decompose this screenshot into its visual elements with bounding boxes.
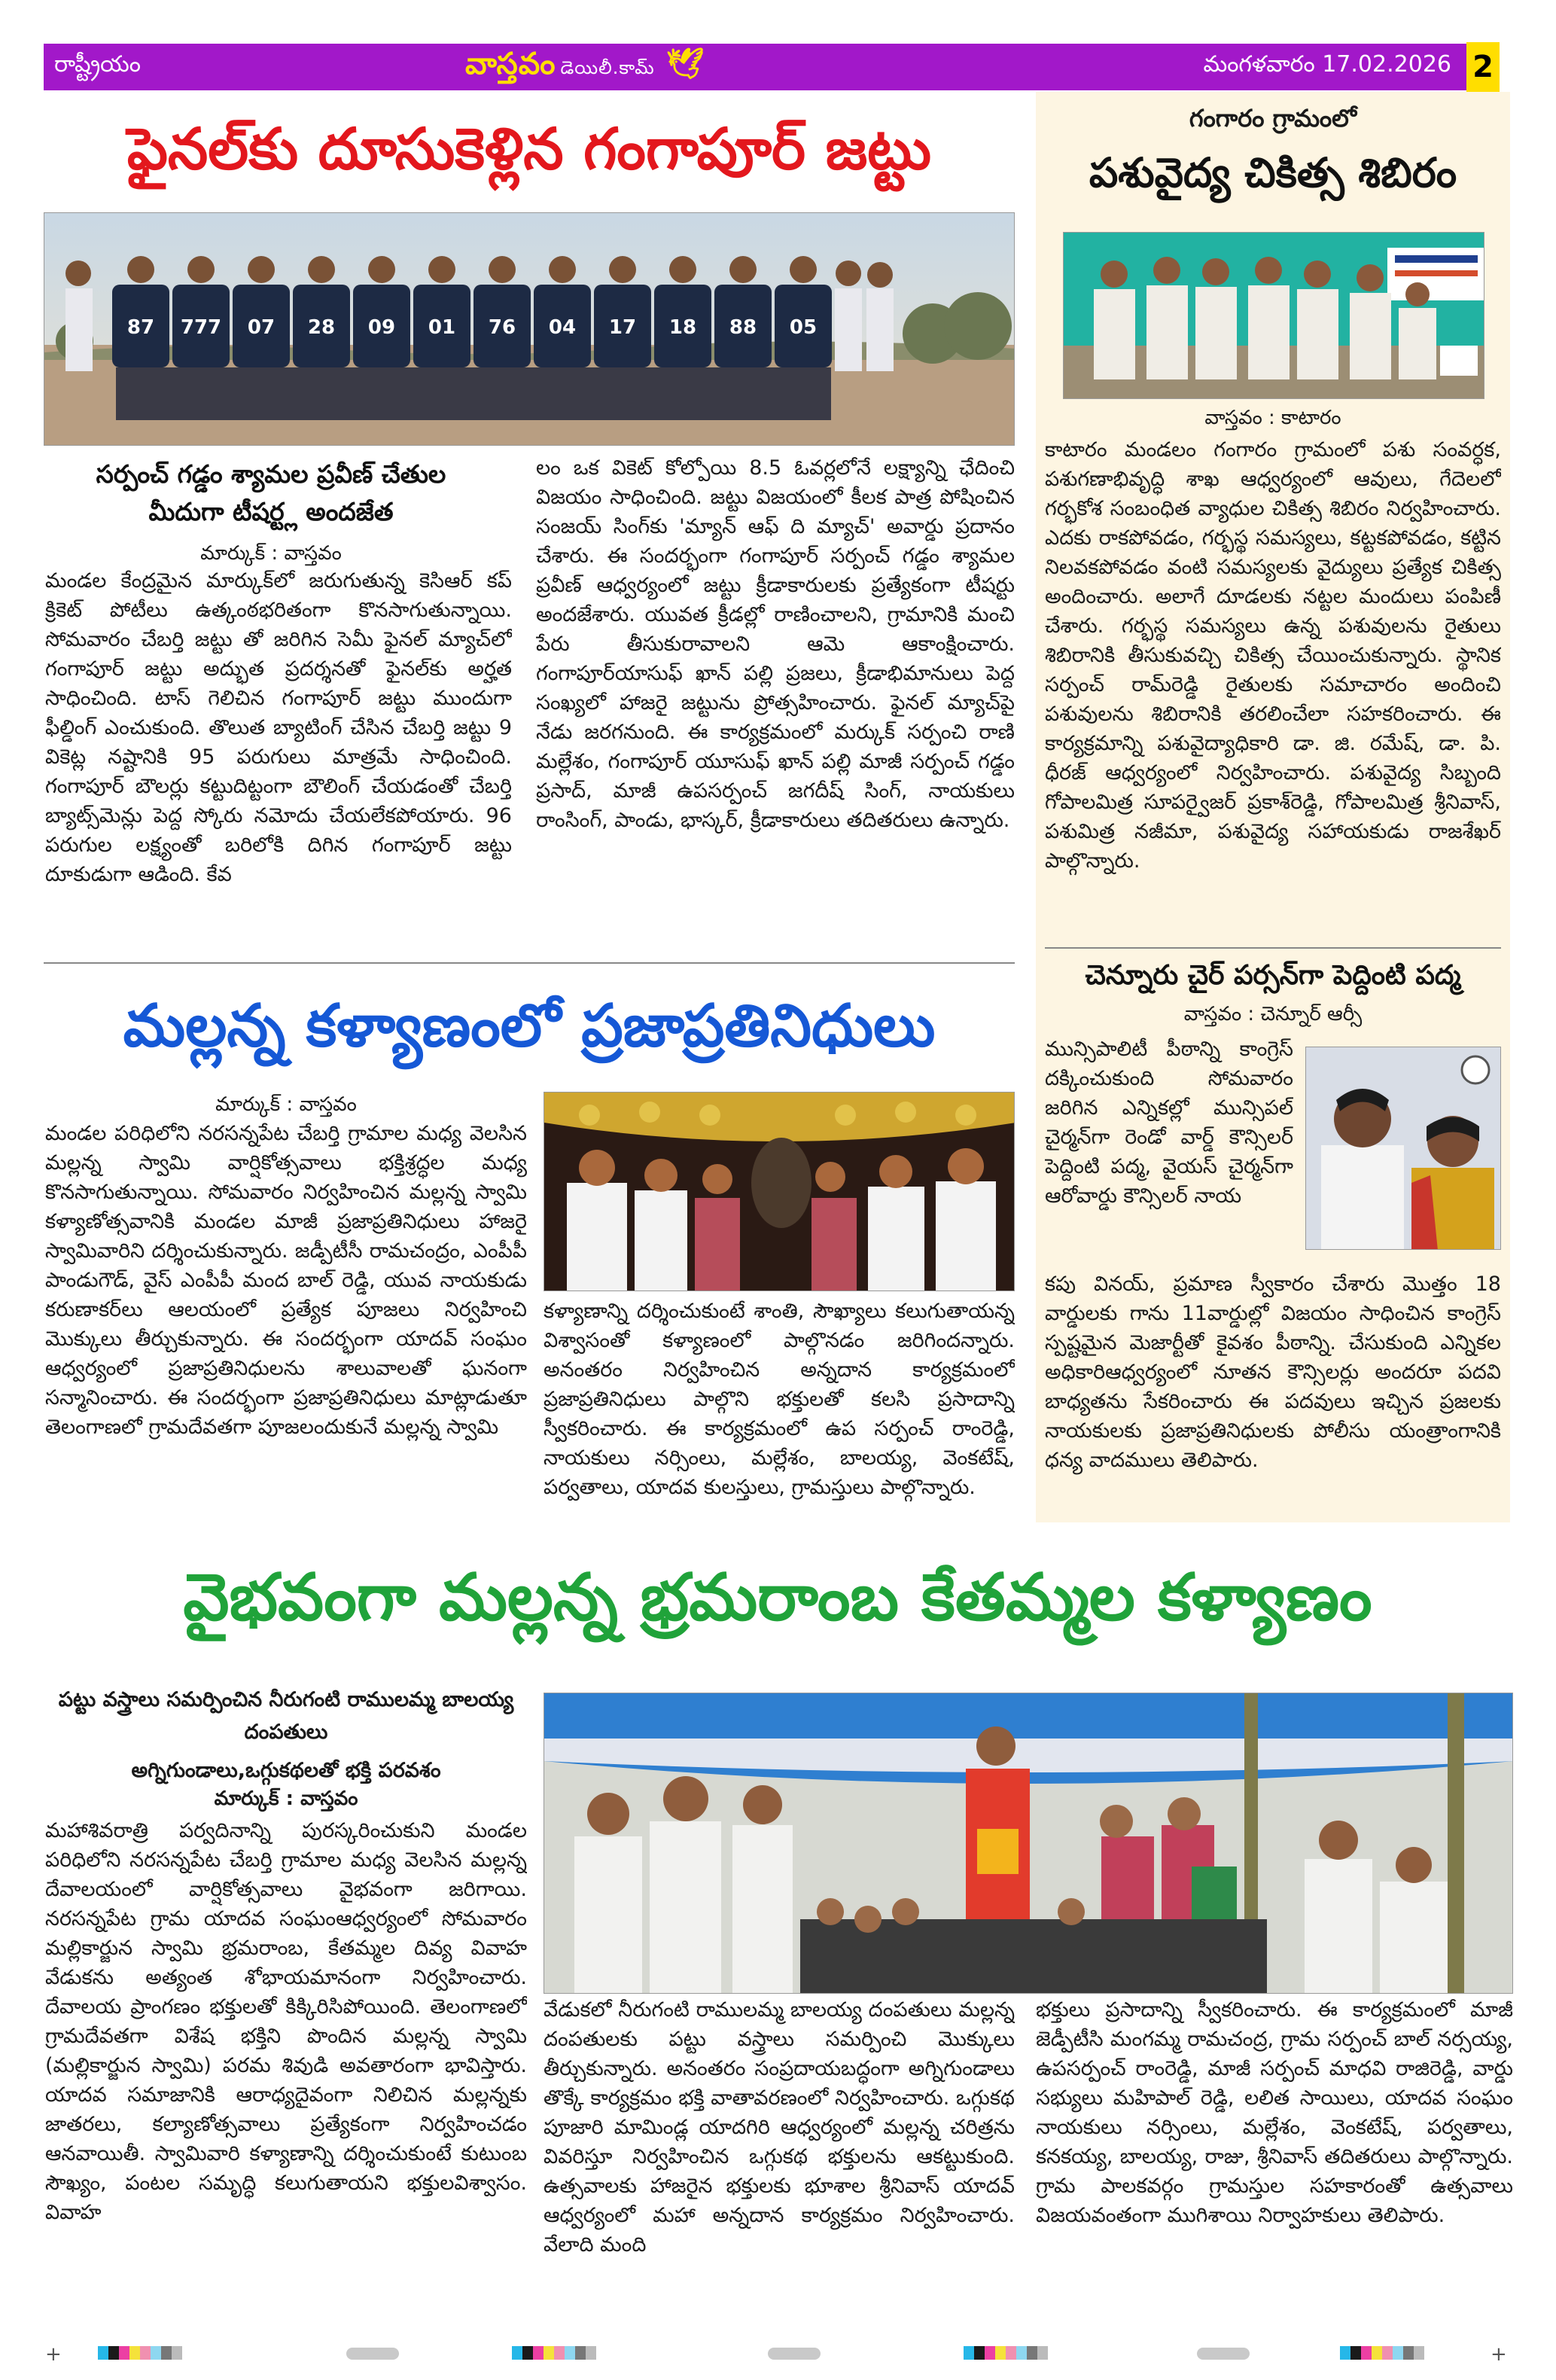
story3-dateline: మార్కుక్ : వాస్తవం	[214, 1787, 358, 1810]
registration-pill	[768, 2348, 821, 2360]
issue-date: మంగళవారం 17.02.2026	[1203, 51, 1451, 78]
story2-photo	[544, 1092, 1015, 1291]
sidebar1-dateline: వాస్తవం : కాటారం	[1204, 407, 1341, 429]
story2-dateline: మార్కుక్ : వాస్తవం	[215, 1093, 357, 1116]
story3-column-2: వేడుకలో నీరుగంటి రాములమ్మ బాలయ్య దంపతులు మల్లన్న దంపతులకు పట్టు వస్త్రాలు సమర్పించి మొక్కులు తీర్చుకున్నారు. అనంతరం సంప్రదాయబద్ధంగా అగ్నిగుండాలు తొక్కే కార్యక్రమం భక్తి వాతావరణంలో నిర్వహించారు. ఒగ్గుకథ పూజారి మామిండ్ల యాదగిరి ఆధ్వర్యంలో మల్లన్న చరిత్రను వివరిస్తూ నిర్వహించిన ఒగ్గుకథ భక్తులను ఆకట్టుకుంది. ఉత్సవాలకు హాజరైన భక్తులకు భూశాల శ్రీనివాస్ యాదవ్ ఆధ్వర్యంలో మహా అన్నదాన కార్యక్రమం నిర్వహించారు. వేలాది మంది	[544, 1998, 1015, 2257]
registration-cross: +	[45, 2343, 62, 2366]
story1-dateline: మార్కుక్ : వాస్తవం	[200, 542, 342, 565]
section-label: రాష్ట్రీయం	[54, 51, 141, 78]
story2-column-1: మండల పరిధిలోని నరసన్నపేట చేబర్తి గ్రామాల మధ్య వెలసిన మల్లన్న స్వామి వార్షికోత్సవాలు భక్తిశ్రద్ధల మధ్య కొనసాగుతున్నాయి. సోమవారం నిర్వహించిన మల్లన్న స్వామి కళ్యాణోత్సవానికి మండల మాజీ ప్రజాప్రతినిధులు హాజరై స్వామివారిని దర్శించుకున్నారు. జడ్పీటీసీ రామచంద్రం, ఎంపీపీ పాండుగౌడ్, వైస్ ఎంపీపీ మంద బాల్ రెడ్డి, యువ నాయకుడు కరుణాకర్‌లు ఆలయంలో ప్రత్యేక పూజలు నిర్వహించి మొక్కులు తీర్చుకున్నారు. ఈ సందర్భంగా యాదవ్ సంఘం ఆధ్వర్యంలో ప్రజాప్రతినిధులను శాలువాలతో ఘనంగా సన్మానించారు. ఈ సందర్భంగా ప్రజాప్రతినిధులు మాట్లాడుతూ తెలంగాణలో గ్రామదేవతగా పూజలందుకునే మల్లన్న స్వామి	[45, 1122, 527, 1439]
sidebar2-body-full: కపు వినయ్, ప్రమాణ స్వీకారం చేశారు మొత్తం 18 వార్డులకు గాను 11వార్డుల్లో విజయం సాధించిన కాంగ్రెస్ స్పష్టమైన మెజార్టీతో కైవశం పీఠాన్ని. చేసుకుంది ఎన్నికల అధికారిఆధ్వర్యంలో నూతన కౌన్సిలర్లు అందరూ పదవి బాధ్యతను సేకరించారు ఈ పదవులు ఇచ్చిన ప్రజలకు నాయకులకు ప్రజాప్రతినిధులకు పోలీసు యంత్రాంగానికి ధన్య వాదములు తెలిపారు.	[1045, 1272, 1501, 1472]
story3-column-1: మహాశివరాత్రి పర్వదినాన్ని పురస్కరించుకుని మండల పరిధిలోని నరసన్నపేట చేబర్తి గ్రామాల మధ్య వెలసిన మల్లన్న దేవాలయంలో వార్షికోత్సవాలు వైభవంగా జరిగాయి. నరసన్నపేట గ్రామ యాదవ సంఘంఆధ్వర్యంలో సోమవారం మల్లికార్జున స్వామి భ్రమరాంబ, కేతమ్మల దివ్య వివాహ వేడుకను అత్యంత శోభాయమానంగా నిర్వహించారు. దేవాలయ ప్రాంగణం భక్తులతో కిక్కిరిసిపోయింది. తెలంగాణలో గ్రామదేవతగా విశేష భక్తిని పొందిన మల్లన్న స్వామి (మల్లికార్జున స్వామి) పరమ శివుడి అవతారంగా భావిస్తారు. యాదవ సమాజానికి ఆరాధ్యదైవంగా నిలిచిన మల్లన్నకు జాతరలు, కల్యాణోత్సవాలు ప్రత్యేకంగా నిర్వహించడం ఆనవాయితీ. స్వామివారి కళ్యాణాన్ని దర్శించుకుంటే కుటుంబ సౌఖ్యం, పంటల సమృద్ధి కలుగుతాయని భక్తులవిశ్వాసం. వివాహ	[45, 1819, 527, 2224]
sidebar1-kicker: గంగారం గ్రామంలో	[1189, 104, 1357, 133]
color-bar	[512, 2346, 596, 2363]
sidebar-divider	[1045, 947, 1501, 949]
story2-column-2: కళ్యాణాన్ని దర్శించుకుంటే శాంతి, సౌఖ్యాలు కలుగుతాయన్న విశ్వాసంతో కళ్యాణంలో పాల్గొనడం జరిగిందన్నారు. అనంతరం నిర్వహించిన అన్నదాన కార్యక్రమంలో ప్రజాప్రతినిధులు పాల్గొని భక్తులతో కలసి ప్రసాదాన్ని స్వీకరించారు. ఈ కార్యక్రమంలో ఉప సర్పంచ్ రాంరెడ్డి, నాయకులు నర్సింలు, మల్లేశం, బాలయ్య, వెంకటేష్, పర్వతాలు, యాదవ కులస్తులు, గ్రామస్తులు పాల్గొన్నారు.	[544, 1300, 1015, 1499]
jersey-number: 18	[668, 316, 697, 339]
jersey-number: 05	[789, 316, 818, 339]
jersey-number: 07	[247, 316, 276, 339]
story1-column-2: లం ఒక వికెట్ కోల్పోయి 8.5 ఓవర్లలోనే లక్ష్యాన్ని ఛేదించి విజయం సాధించింది. జట్టు విజయంలో కీలక పాత్ర పోషించిన సంజయ్ సింగ్‌కు 'మ్యాన్ ఆఫ్ ది మ్యాచ్' అవార్డు ప్రదానం చేశారు. ఈ సందర్భంగా గంగాపూర్ సర్పంచ్ గడ్డం శ్యామల ప్రవీణ్ ఆధ్వర్యంలో జట్టు క్రీడాకారులకు ప్రత్యేకంగా టీషర్టు అందజేశారు. యువత క్రీడల్లో రాణించాలని, గ్రామానికి మంచి పేరు తీసుకురావాలని ఆమె ఆకాంక్షించారు. గంగాపూర్‌యాసుఫ్ ఖాన్ పల్లి ప్రజలు, క్రీడాభిమానులు పెద్ద సంఖ్యలో హాజరై జట్టును ప్రోత్సహించారు. ఫైనల్ మ్యాచ్‌పై నేడు జరగనుంది. ఈ కార్యక్రమంలో మర్కుక్ సర్పంచి రాణి మల్లేశం, గంగాపూర్ యూసుఫ్ ఖాన్ పల్లి మాజీ సర్పంచ్ గడ్డం ప్రసాద్, మాజీ ఉపసర్పంచ్ జగదీష్ సింగ్, నాయకులు రాంసింగ్, పాండు, భాస్కర్, క్రీడాకారులు తదితరులు ఉన్నారు.	[536, 456, 1015, 832]
story-divider	[44, 962, 1015, 964]
registration-pill	[346, 2348, 399, 2360]
story1-subhead: సర్పంచ్ గడ్డం శ్యామల ప్రవీణ్ చేతుల మీదుగా టీషర్ట్ల అందజేత	[96, 459, 446, 526]
story1-column-1: మండల కేంద్రమైన మార్కుక్‌లో జరుగుతున్న కెసిఆర్ కప్ క్రికెట్ పోటీలు ఉత్కంఠభరితంగా కొనసాగుతున్నాయి. సోమవారం చేబర్తి జట్టు తో జరిగిన సెమీ ఫైనల్ మ్యాచ్‌లో గంగాపూర్ జట్టు అద్భుత ప్రదర్శనతో ఫైనల్‌కు అర్హత సాధించింది. టాస్ గెలిచిన గంగాపూర్ జట్టు ముందుగా ఫీల్డింగ్ ఎంచుకుంది. తొలుత బ్యాటింగ్ చేసిన చేబర్తి జట్టు 9 వికెట్ల నష్టానికి 95 పరుగులు మాత్రమే సాధించింది. గంగాపూర్ బౌలర్లు కట్టుదిట్టంగా బౌలింగ్ చేయడంతో చేబర్తి బ్యాట్స్‌మెన్లు పెద్ద స్కోరు నమోదు చేయలేకపోయారు. 96 పరుగుల లక్ష్యంతో బరిలోకి దిగిన గంగాపూర్ జట్టు దూకుడుగా ఆడింది. కేవ	[45, 569, 512, 886]
sidebar2-body-wrap: మున్సిపాలిటీ పీఠాన్ని కాంగ్రెస్ దక్కించుకుంది సోమవారం జరిగిన ఎన్నికల్లో మున్సిపల్ చైర్మన్‌గా రెండో వార్డ్ కౌన్సిలర్ పెద్దింటి పద్మ, వైయస్ చైర్మన్‌గా ఆరోవార్డు కౌన్సిలర్ నాయ	[1045, 1038, 1293, 1208]
story3-photo	[544, 1693, 1513, 1994]
jersey-number: 28	[307, 316, 336, 339]
registration-cross: +	[1491, 2343, 1507, 2366]
jersey-number: 09	[367, 316, 396, 339]
sidebar2-headline: చెన్నూరు చైర్ పర్సన్‌గా పెద్దింటి పద్మ	[1085, 960, 1461, 991]
jersey-number: 88	[729, 316, 757, 339]
jersey-number: 01	[428, 316, 456, 339]
bird-icon: 🕊	[665, 46, 705, 81]
brand-logo	[465, 46, 1203, 89]
story3-column-3: భక్తులు ప్రసాదాన్ని స్వీకరించారు. ఈ కార్యక్రమంలో మాజీ జెడ్పీటీసి మంగమ్మ రామచంద్ర, గ్రామ సర్పంచ్ బాల్ నర్సయ్య, ఉపసర్పంచ్ రాంరెడ్డి, మాజీ సర్పంచ్ మాధవి రాజిరెడ్డి, వార్డు సభ్యులు మహిపాల్ రెడ్డి, లలిత సాయిలు, యాదవ సంఘం నాయకులు నర్సింలు, మల్లేశం, వెంకటేష్, పర్వతాలు, కనకయ్య, బాలయ్య, రాజు, శ్రీనివాస్ తదితరులు పాల్గొన్నారు. గ్రామ పాలకవర్గం గ్రామస్తుల సహకారంతో ఉత్సవాలు విజయవంతంగా ముగిశాయి నిర్వాహకులు తెలిపారు.	[1036, 1998, 1513, 2227]
story1-headline: ఫైనల్‌కు దూసుకెళ్లిన గంగాపూర్ జట్టు	[126, 115, 932, 182]
jersey-number: 04	[548, 316, 577, 339]
sidebar2-dateline: వాస్తవం : చెన్నూర్ ఆర్సీ	[1183, 1003, 1363, 1025]
jersey-number: 17	[608, 316, 637, 339]
sidebar2-photo	[1305, 1047, 1501, 1250]
story3-subhead-2: అగ్నిగుండాలు,ఒగ్గుకథలతో భక్తి పరవశం	[131, 1759, 441, 1782]
registration-marks	[45, 2343, 1513, 2366]
story2-headline: మల్లన్న కళ్యాణంలో ప్రజాప్రతినిధులు	[123, 992, 936, 1060]
story3-headline: వైభవంగా మల్లన్న భ్రమరాంబ కేతమ్మల కళ్యాణం	[183, 1560, 1372, 1635]
color-bar	[98, 2346, 182, 2363]
sidebar1-photo	[1063, 232, 1484, 399]
sidebar1-body: కాటారం మండలం గంగారం గ్రామంలో పశు సంవర్ధక, పశుగణాభివృద్ధి శాఖ ఆధ్వర్యంలో ఆవులు, గేదెలలో గర్భకోశ సంబంధిత వ్యాధుల చికిత్స శిబిరం నిర్వహించారు. ఎదకు రాకపోవడం, గర్భస్థ సమస్యలు, కట్టకపోవడం, కట్టిన నిలవకపోవడం వంటి సమస్యలకు వైద్యులు ప్రత్యేక చికిత్స అందించారు. అలాగే దూడలకు నట్టల మందులు పంపిణీ చేశారు. గర్భస్థ సమస్యలు ఉన్న పశువులను రైతులు శిబిరానికి తీసుకువచ్చి చికిత్స చేయించుకున్నారు. స్థానిక సర్పంచ్ రామ్‌రెడ్డి రైతులకు సమాచారం అందించి పశువులను శిబిరానికి తరలించేలా సహకరించారు. ఈ కార్యక్రమాన్ని పశువైద్యాధికారి డా. జి. రమేష్, డా. పి. ధీరజ్ ఆధ్వర్యంలో నిర్వహించారు. పశువైద్య సిబ్బంది గోపాలమిత్ర సూపర్వైజర్ ప్రకాశ్‌రెడ్డి, గోపాలమిత్ర శ్రీనివాస్, పశుమిత్ర నజీమా, పశువైద్య సహాయకుడు రాజశేఖర్ పాల్గొన్నారు.	[1045, 438, 1501, 873]
sidebar1-headline: పశువైద్య చికిత్స శిబిరం	[1089, 149, 1457, 197]
story1-photo	[44, 212, 1015, 446]
registration-pill	[1197, 2348, 1250, 2360]
brand-suffix: డెయిలీ.కామ్	[560, 56, 655, 78]
jersey-number: 777	[180, 316, 222, 339]
jersey-number: 76	[488, 316, 516, 339]
color-bar	[1340, 2346, 1424, 2363]
jersey-number: 87	[126, 316, 155, 339]
story3-subhead-1: పట్టు వస్త్రాలు సమర్పించిన నీరుగంటి రాములమ్మ బాలయ్య దంపతులు	[58, 1688, 514, 1744]
masthead-bar	[44, 44, 1466, 90]
brand-name: వాస్తవం	[465, 46, 556, 81]
color-bar	[964, 2346, 1048, 2363]
page-number: 2	[1466, 42, 1500, 92]
